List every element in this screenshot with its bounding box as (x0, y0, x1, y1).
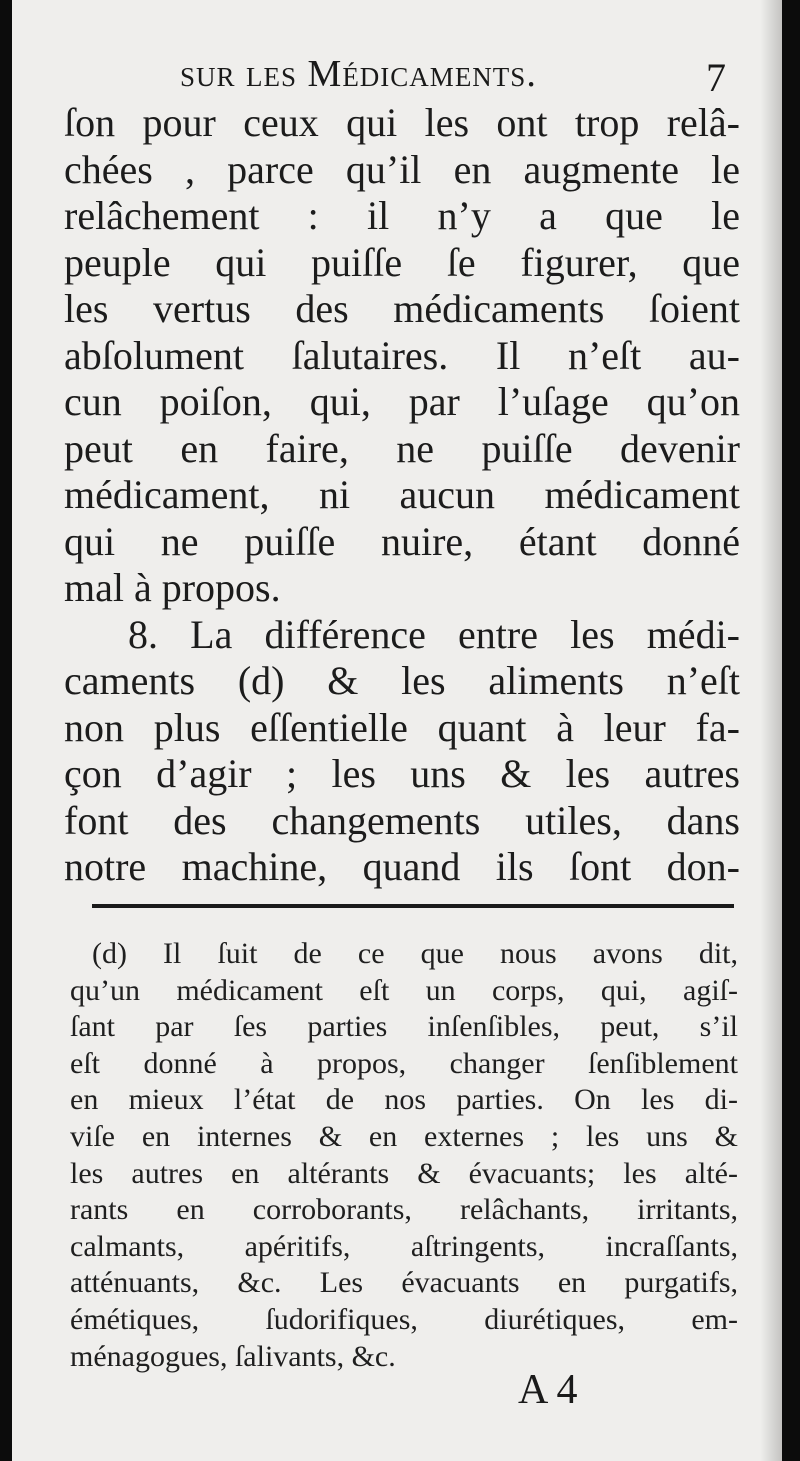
body-line: relâchement : il n’y a que le (64, 193, 740, 238)
body-line: çon d’agir ; les uns & les autres (64, 751, 740, 796)
running-head (180, 52, 537, 96)
footnote-line: les autres en altérants & évacuants; les alté- (70, 1156, 738, 1190)
body-line: les vertus des médicaments ſoient (64, 286, 740, 331)
body-line: non plus eſſentielle quant à leur fa- (64, 704, 740, 750)
body-line: ſon pour ceux qui les ont trop relâ- (64, 100, 740, 145)
body-line: chées , parce qu’il en augmente le (64, 146, 740, 192)
body-line: mal à propos. (64, 565, 281, 610)
footnote-rule (92, 904, 734, 908)
footnote-line: viſe en internes & en externes ; les uns & (70, 1119, 738, 1153)
footnote-line: ſant par ſes parties inſenſibles, peut, s’il (70, 1010, 738, 1044)
book-page (12, 0, 782, 1461)
body-line: caments (d) & les aliments n’eſt (64, 658, 740, 703)
body-text (64, 100, 740, 891)
body-line: peut en faire, ne puiſſe devenir (64, 425, 740, 471)
running-head-prefix: sur les (180, 53, 308, 95)
signature-mark: A 4 (518, 1367, 578, 1413)
body-line: peuple qui puiſſe ſe figurer, que (64, 239, 740, 285)
body-line: qui ne puiſſe nuire, étant donné (64, 518, 740, 564)
body-line: font des changements utiles, dans (64, 797, 740, 843)
running-head-title: Médicaments. (307, 53, 537, 95)
footnote-line: ménagogues, ſalivants, &c. (70, 1339, 396, 1373)
footnote-line: rants en corroborants, relâchants, irritants, (70, 1193, 738, 1227)
footnote (70, 936, 738, 1375)
footnote-line: en mieux l’état de nos parties. On les di- (70, 1083, 738, 1117)
body-line: cun poiſon, qui, par l’uſage qu’on (64, 379, 740, 424)
footnote-line: émétiques, ſudorifiques, diurétiques, em- (70, 1302, 738, 1336)
footnote-line: eſt donné à propos, changer ſenſiblement (70, 1046, 738, 1080)
body-line: notre machine, quand ils ſont don- (64, 844, 740, 889)
body-line: abſolument ſalutaires. Il n’eſt au- (64, 332, 740, 378)
footnote-line: qu’un médicament eſt un corps, qui, agiſ- (70, 973, 738, 1007)
footnote-line: (d) Il ſuit de ce que nous avons dit, (92, 937, 738, 970)
body-line: médicament, ni aucun médicament (64, 472, 740, 517)
footnote-line: calmants, apéritifs, aſtringents, incraſſants, (70, 1229, 738, 1263)
body-line: 8. La différence entre les médi- (128, 611, 740, 657)
footnote-line: atténuants, &c. Les évacuants en purgatifs, (70, 1266, 738, 1300)
page-number: 7 (706, 55, 726, 100)
